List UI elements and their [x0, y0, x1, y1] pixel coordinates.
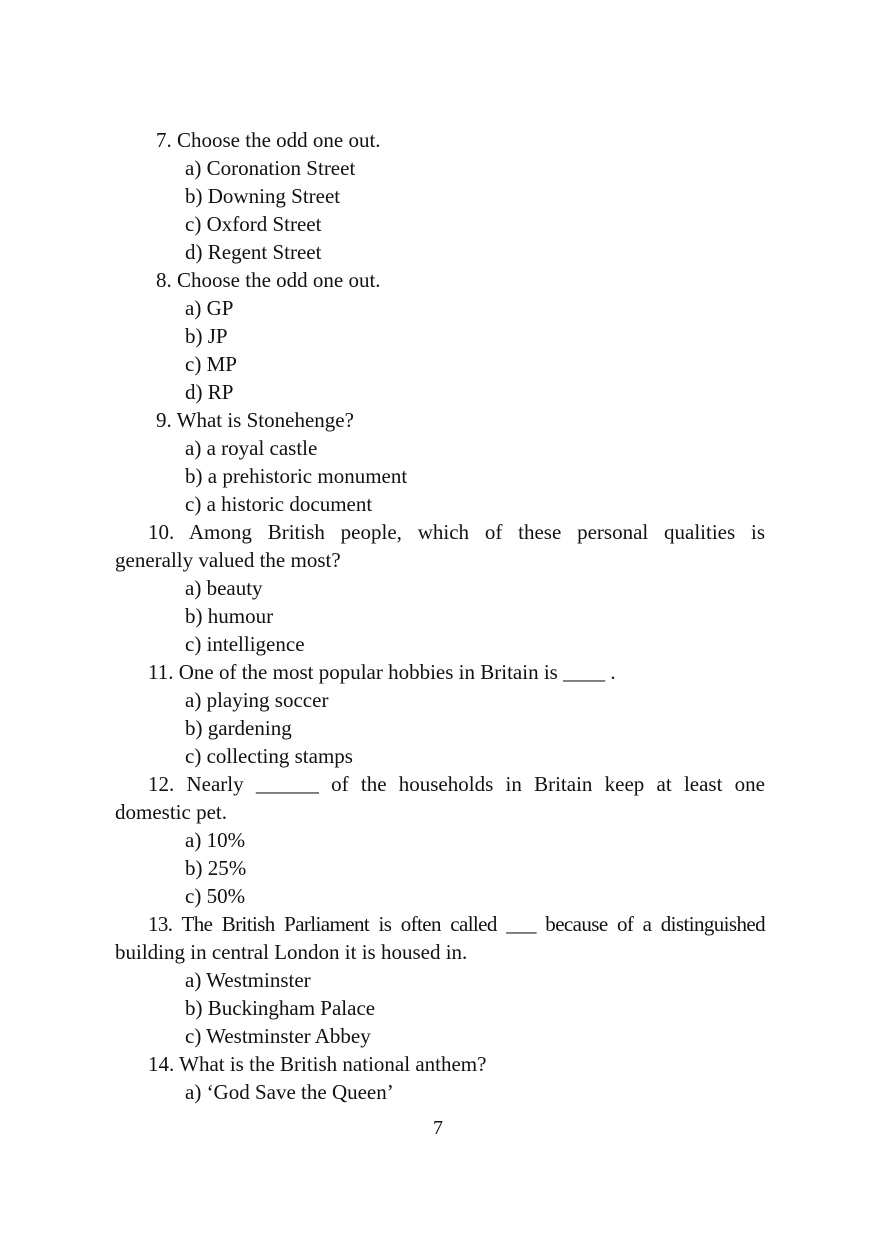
question-10-option-a: a) beauty	[185, 576, 263, 600]
question-11-option-c: c) collecting stamps	[185, 744, 353, 768]
question-8-option-c: c) MP	[185, 352, 237, 376]
quiz-content	[115, 126, 765, 1106]
question-9: 9. What is Stonehenge?	[156, 408, 354, 432]
question-8: 8. Choose the odd one out.	[156, 268, 381, 292]
question-8-option-b: b) JP	[185, 324, 228, 348]
question-12-option-c: c) 50%	[185, 884, 246, 908]
question-9-option-c: c) a historic document	[185, 492, 373, 516]
question-9-option-b: b) a prehistoric monument	[185, 464, 408, 488]
question-12-continuation: domestic pet.	[115, 800, 227, 824]
question-8-option-a: a) GP	[185, 296, 234, 320]
question-13-option-a: a) Westminster	[185, 968, 311, 992]
question-13-option-c: c) Westminster Abbey	[185, 1024, 371, 1048]
question-7-option-c: c) Oxford Street	[185, 212, 322, 236]
question-7-option-b: b) Downing Street	[185, 184, 341, 208]
question-11-option-a: a) playing soccer	[185, 688, 329, 712]
question-9-option-a: a) a royal castle	[185, 436, 318, 460]
question-10: 10. Among British people, which of these personal qualities is	[148, 520, 765, 544]
question-14-option-a: a) ‘God Save the Queen’	[185, 1080, 394, 1104]
question-14: 14. What is the British national anthem?	[148, 1052, 487, 1076]
question-10-option-b: b) humour	[185, 604, 274, 628]
question-11-option-b: b) gardening	[185, 716, 292, 740]
question-7: 7. Choose the odd one out.	[156, 128, 381, 152]
question-7-option-d: d) Regent Street	[185, 240, 322, 264]
question-13-option-b: b) Buckingham Palace	[185, 996, 376, 1020]
question-8-option-d: d) RP	[185, 380, 234, 404]
question-7-option-a: a) Coronation Street	[185, 156, 356, 180]
page-number: 7	[433, 1117, 443, 1139]
question-13-continuation: building in central London it is housed in.	[115, 940, 468, 964]
question-12-option-a: a) 10%	[185, 828, 246, 852]
question-10-continuation: generally valued the most?	[115, 548, 341, 572]
question-11: 11. One of the most popular hobbies in Britain is ____ .	[148, 660, 616, 684]
question-10-option-c: c) intelligence	[185, 632, 305, 656]
question-12-option-b: b) 25%	[185, 856, 247, 880]
question-12: 12. Nearly ______ of the households in Britain keep at least one	[148, 772, 765, 796]
question-13: 13. The British Parliament is often called ___ because of a distinguished	[148, 912, 765, 936]
